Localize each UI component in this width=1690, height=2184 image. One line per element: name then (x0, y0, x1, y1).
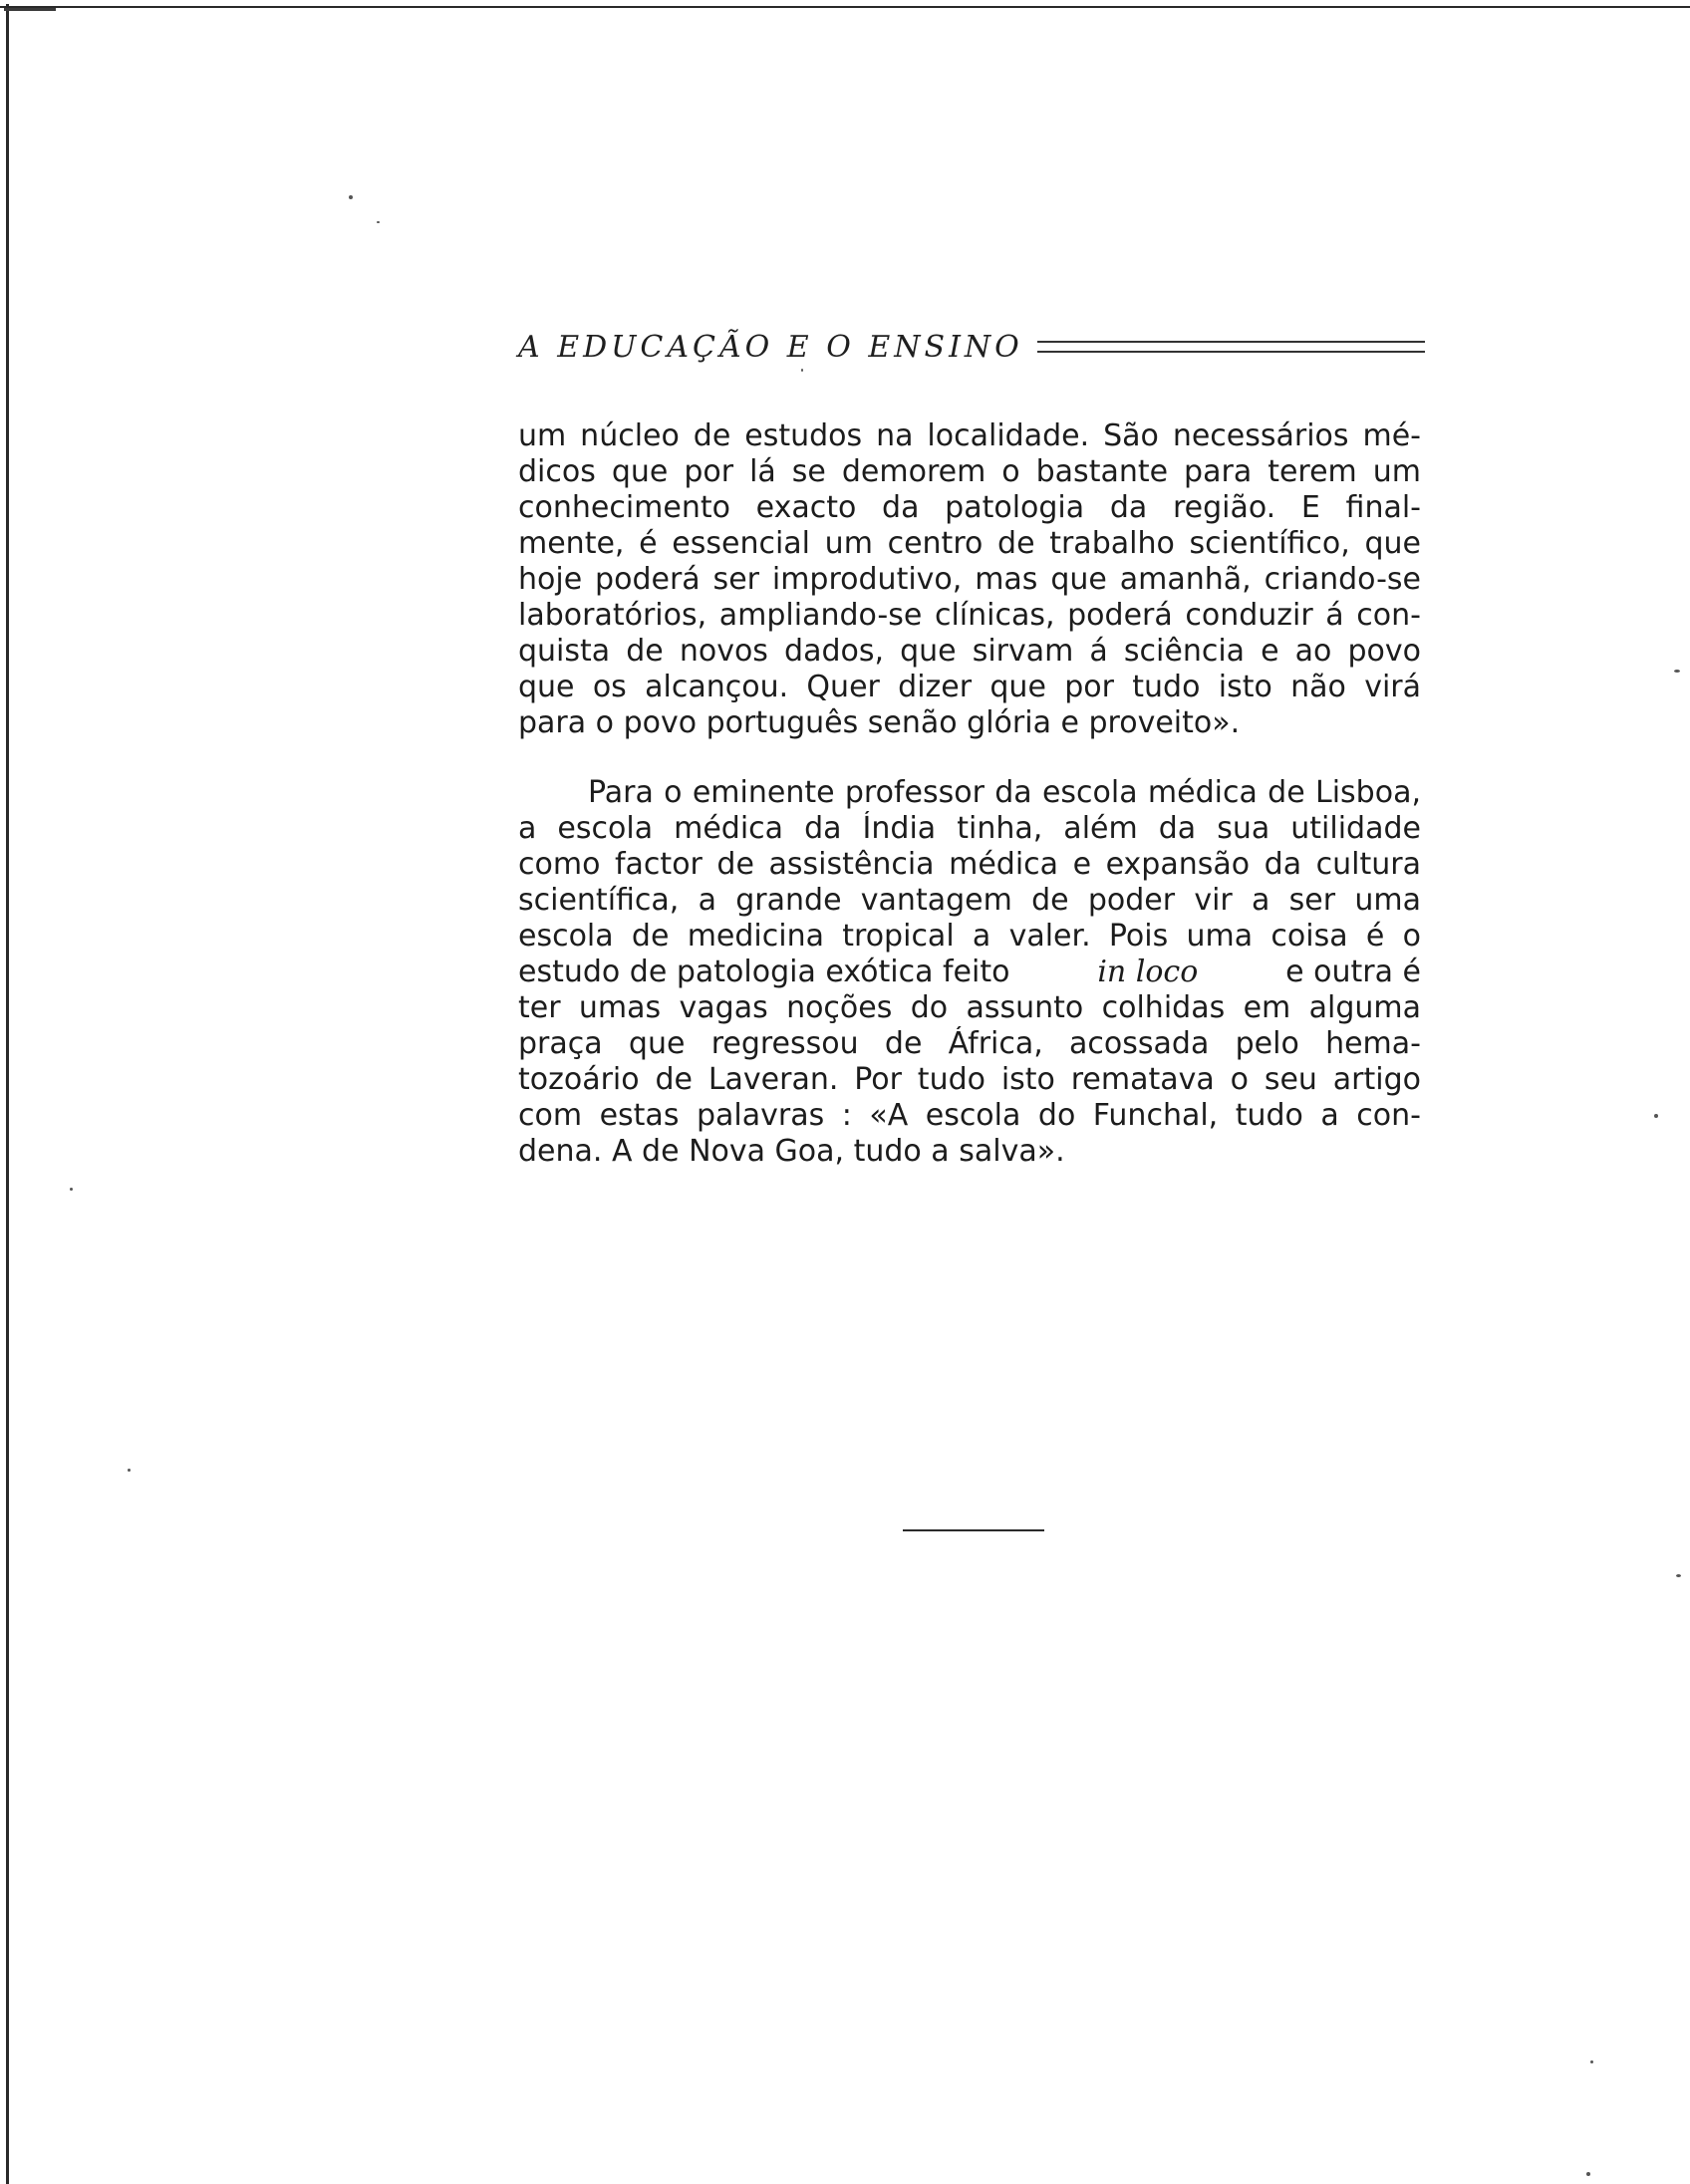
scan-speck (128, 1469, 131, 1472)
italic-term-in-loco: in loco (1097, 955, 1199, 989)
paragraph-line: hoje poderá ser improdutivo, mas que amanhã, criando-se (518, 562, 1421, 597)
section-end-rule (903, 1529, 1044, 1531)
scan-edge-left (6, 4, 9, 2184)
scan-speck (1676, 1574, 1681, 1577)
paragraph-line: como factor de assistência médica e expansão da cultura (518, 847, 1421, 882)
scan-speck (1674, 670, 1680, 673)
paragraph-line: laboratórios, ampliando-se clínicas, poderá conduzir á con- (518, 598, 1421, 633)
scan-edge-top (0, 6, 1690, 8)
running-head-title: A EDUCAÇÃO E O ENSINO (518, 329, 1023, 365)
paragraph-line: que os alcançou. Quer dizer que por tudo isto não virá (518, 670, 1421, 704)
paragraph-line-with-italic (518, 955, 1421, 990)
paragraph-2 (518, 775, 1421, 1170)
paragraph-line: dena. A de Nova Goa, tudo a salva». (518, 1134, 1065, 1169)
paragraph-line: mente, é essencial um centro de trabalho scientífico, que (518, 526, 1421, 561)
paragraph-line: scientífica, a grande vantagem de poder vir a ser uma (518, 883, 1421, 918)
scan-corner-mark (4, 8, 56, 11)
paragraph-line: quista de novos dados, que sirvam á sciência e ao povo (518, 634, 1421, 669)
scan-speck (70, 1188, 73, 1191)
scan-speck (349, 195, 353, 199)
paragraph-line: conhecimento exacto da patologia da região. E final- (518, 490, 1421, 525)
paragraph-line: um núcleo de estudos na localidade. São necessários mé- (518, 418, 1421, 453)
paragraph-line: a escola médica da Índia tinha, além da sua utilidade (518, 811, 1421, 846)
scan-speck (1590, 2060, 1593, 2063)
paragraph-line: para o povo português senão glória e proveito». (518, 705, 1241, 740)
paragraph-line: ter umas vagas noções do assunto colhidas em alguma (518, 990, 1421, 1025)
paragraph-line: praça que regressou de África, acossada pelo hema- (518, 1026, 1421, 1061)
scan-speck (1654, 1114, 1658, 1118)
line-text-before-italic: estudo de patologia exótica feito (518, 955, 1019, 989)
running-head (518, 325, 1425, 369)
scan-speck (377, 221, 380, 223)
paragraph-line: com estas palavras : «A escola do Funchal, tudo a con- (518, 1098, 1421, 1133)
line-text-after-italic: e outra é (1275, 955, 1421, 989)
paragraph-line: escola de medicina tropical a valer. Pois uma coisa é o (518, 919, 1421, 954)
scan-speck (801, 369, 803, 372)
paragraph-line: Para o eminente professor da escola médica de Lisboa, (588, 775, 1421, 810)
scan-speck (1586, 2172, 1590, 2176)
paragraph-line: tozoário de Laveran. Por tudo isto rematava o seu artigo (518, 1062, 1421, 1097)
paragraph-line: dicos que por lá se demorem o bastante para terem um (518, 454, 1421, 489)
running-head-double-rule (1037, 341, 1425, 353)
paragraph-1 (518, 418, 1421, 741)
